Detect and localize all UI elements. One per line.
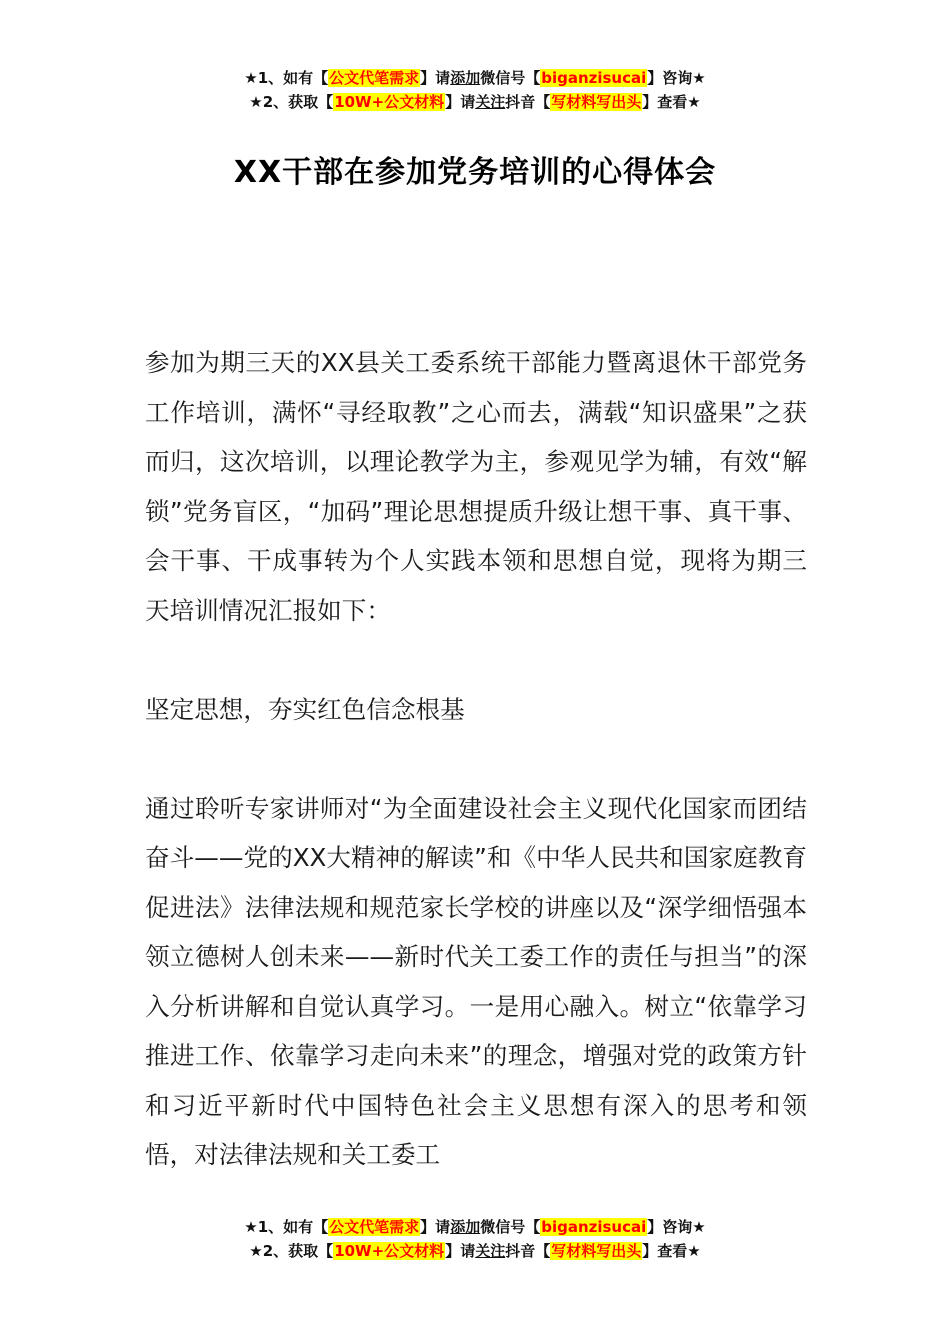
banner-text: 微信号【 (480, 69, 541, 87)
document-body (145, 338, 807, 1180)
banner-line-2 (0, 90, 950, 114)
banner-underline: 关注 (475, 93, 506, 111)
paragraph-intro: 参加为期三天的XX县关工委系统干部能力暨离退休干部党务工作培训，满怀“寻经取教”之心而去，满载“知识盛果”之获而归，这次培训，以理论教学为主，参观见学为辅，有效“解锁”党务盲区，“加码”理论思想提质升级让想干事、真干事、会干事、干成事转为个人实践本领和思想自觉，现将为期三天培训情况汇报如下： (145, 348, 807, 625)
banner-text: ★1、如有【 (244, 69, 329, 87)
banner-text: 】请 (445, 93, 476, 111)
banner-underline: 添加 (450, 1218, 481, 1236)
banner-line-2 (0, 1239, 950, 1263)
banner-highlight: 公文代笔需求 (329, 69, 420, 87)
banner-text: 】查看★ (642, 1242, 701, 1260)
banner-text: 抖音【 (505, 93, 551, 111)
banner-line-1 (0, 66, 950, 90)
banner-text: 抖音【 (505, 1242, 551, 1260)
paragraph-section-1: 通过聆听专家讲师对“为全面建设社会主义现代化国家而团结奋斗——党的XX大精神的解读”和《中华人民共和国家庭教育促进法》法律法规和规范家长学校的讲座以及“深学细悟强本领立德树人创未来——新时代关工委工作的责任与担当”的深入分析讲解和自觉认真学习。一是用心融入。树立“依靠学习推进工作、依靠学习走向未来”的理念，增强对党的政策方针和习近平新时代中国特色社会主义思想有深入的思考和领悟，对法律法规和关工委工 (145, 793, 807, 1169)
banner-text: 】请 (445, 1242, 476, 1260)
banner-highlight: 10W+公文材料 (334, 93, 445, 111)
banner-text: ★2、获取【 (249, 1242, 334, 1260)
banner-highlight: 写材料写出头 (551, 93, 642, 111)
banner-underline: 关注 (475, 1242, 506, 1260)
banner-text: 微信号【 (480, 1218, 541, 1236)
document-title: XX干部在参加党务培训的心得体会 (233, 155, 717, 190)
banner-text: 】咨询★ (647, 1218, 706, 1236)
banner-highlight: biganzisucai (541, 69, 647, 87)
banner-highlight: biganzisucai (541, 1218, 647, 1236)
banner-line-1 (0, 1215, 950, 1239)
section-heading: 坚定思想，夯实红色信念根基 (145, 694, 465, 724)
header-banner (0, 66, 950, 114)
banner-highlight: 写材料写出头 (551, 1242, 642, 1260)
banner-text: ★2、获取【 (249, 93, 334, 111)
banner-highlight: 公文代笔需求 (329, 1218, 420, 1236)
banner-text: ★1、如有【 (244, 1218, 329, 1236)
banner-text: 】请 (420, 1218, 451, 1236)
banner-text: 】咨询★ (647, 69, 706, 87)
footer-banner (0, 1215, 950, 1263)
banner-highlight: 10W+公文材料 (334, 1242, 445, 1260)
banner-text: 】请 (420, 69, 451, 87)
banner-underline: 添加 (450, 69, 481, 87)
banner-text: 】查看★ (642, 93, 701, 111)
